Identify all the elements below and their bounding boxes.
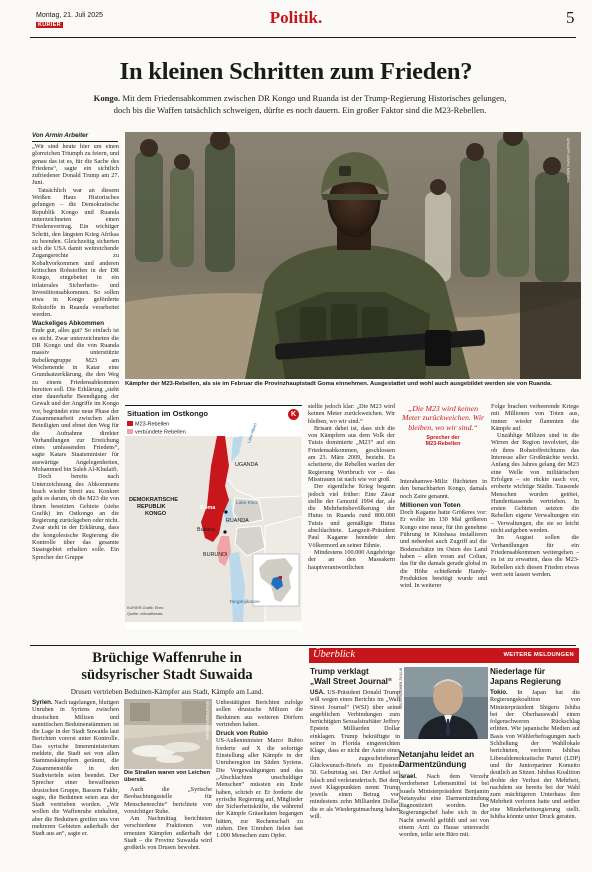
col1-paragraph: Doch bereits nach Unterzeichnung des Abkommens brach wieder Streit aus. Konkret geht es darum, ob die M23 die von ihnen besetzten Gebiete (siehe Grafik) im Ostkongo an die Regierung zurückgeben oder nicht. Zwar steht in der Erklärung, dass die kongolesische Regierung die Kontrolle über das gesamte Staatsgebiet erhalten solle. Ein Sprecher der Gruppe	[32, 473, 119, 561]
syria-col3-paragraph: US-Außenminister Marco Rubio forderte auf X die sofortige Einstellung aller Kämpfe in der Unruheregion im Süden Syriens. Die Vergewaltigungen und das „Abschlachten unschuldiger Menschen“ müssten ein Ende haben, schrieb er. Er forderte die syrische Regierung auf, Mitglieder der Sicherheitskräfte, die während der Kämpfe Gräueltaten begangen hätten, zur Rechenschaft zu ziehen. Den Unruhen fielen fast 1.000 Menschen zum Opfer.	[216, 737, 303, 840]
main-column-3	[308, 403, 395, 643]
brief-japan-place: Tokio.	[490, 689, 508, 696]
portrait-illustration	[404, 667, 488, 739]
map-label-drc-3: KONGO	[145, 511, 167, 517]
main-lead	[40, 93, 560, 116]
subheading-wackeliges-abkommen: Wackeliges Abkommen	[32, 320, 105, 328]
map-label-uganda: UGANDA	[235, 462, 259, 468]
section-divider	[30, 645, 576, 646]
pull-quote	[400, 404, 486, 460]
subheading-druck-von-rubio: Druck von Rubio	[216, 730, 269, 738]
legend-swatch-allied	[127, 429, 133, 434]
main-column-4	[400, 478, 487, 643]
syria-col2-paragraph: Am Nachmittag berichteten verschiedene Fraktionen von erneuten Kämpfen außerhalb der Stadt – die Provinz Suwaida wird großteils von Drusen bewohnt.	[124, 815, 212, 852]
kurier-k-icon: K	[288, 409, 299, 420]
map-label-lake-kivu: Lake Kivu	[236, 501, 258, 506]
ueberblick-label: Überblick	[313, 649, 355, 660]
main-photo-soldier	[125, 132, 581, 379]
col1-paragraph: Tatsächlich war an diesem Weißen Haus Historisches gelungen – die Demokratische Republik Kongo und Ruanda unterzeichneten einen Friedensvertrag. Ein wichtiger Schritt, den längsten Krieg Afrikas zu beenden. Gleichzeitig sicherten sich die USA damit weitreichende Zugangsrechte zu Kobaltvorkommen und anderen kritischen Rohstoffen in der DR Kongo, eingebettet in ein trilaterales Sicherheits- und Investitionsabkommen. So sollen etwa in Kongo geförderte Rohstoffe in Ruanda verarbeitet werden.	[32, 186, 119, 318]
col4-paragraph: Doch Kagame hatte Größeres vor: Er wollte im 130 Mal größeren Kongo eine neue, für ihn genehme Führung in Kinshasa installieren und nebenbei auch Zugriff auf die Bodenschätze im Osten des Land haben – allen voran auf Coltan, das für die damals gerade global in die Höhe schießende Handy-Produktion benötigt wurde und wird. In weiterer	[400, 509, 487, 590]
map-ostkongo	[125, 405, 302, 629]
syria-column-3	[216, 699, 303, 864]
brand-logo: KURIER	[38, 22, 61, 28]
map-label-lake-albert: Lake Albert	[246, 422, 258, 444]
brief-trump-text: USA. US-Präsident Donald Trump will wegen eines Berichts im „Wall Street Journal“ (WSJ) über seine angeblichen Verbindungen zum berüchtigten Sexualstraftäter Jeffrey Epstein Milliarden Dollar einklagen. Trump bekräftigte in seiner in Florida eingereichten Klage, dass er nicht der Autor eines ihm zugeschriebenen Glückwunsch-Briefs zu Epsteins 50. Geburtstag sei. Der Artikel sei falsch und verleumderisch. Bei dem zwei Klagepunkten nennt Trump jeweils einen Betrag von mindestens zehn Milliarden Dollar, die er als Wiedergutmachung haben will.	[310, 689, 400, 821]
brief-trump-headline: Trump verklagt „Wall Street Journal“	[310, 667, 393, 686]
syria-headline-line2: südsyrischer Stadt Suwaida	[81, 667, 253, 683]
legend-allied: verbündete Rebellen	[127, 429, 186, 436]
syria-col3-paragraph: Unbestätigten Berichten zufolge sollen drusische Milizen die Beduinen aus weiteren Dörfern vertrieben haben.	[216, 699, 303, 728]
col4-paragraph: Interahamwe-Miliz flüchteten in den benachbarten Kongo, damals noch Zaire genannt.	[400, 478, 487, 500]
syria-photo-credit: APA/AFP/BAKR ALKASEM	[205, 701, 209, 740]
col5-paragraph: Folge brachen verheerende Kriege mit Millionen von Toten aus, immer wieder flammten die Kämpfe auf.	[491, 403, 579, 432]
map-label-drc-2: REPUBLIK	[137, 504, 166, 510]
syria-headline-line1: Brüchige Waffenruhe in	[92, 650, 242, 666]
syria-column-1	[32, 699, 119, 864]
main-column-5	[491, 403, 579, 628]
main-column-1	[32, 143, 119, 710]
col3-paragraph: Mindestens 100.000 Angehörige der an den Massakern hauptverantwortlichen	[308, 548, 395, 571]
quote-attribution-1: Sprecher der	[426, 434, 460, 441]
legend-m23: M23-Rebellen	[127, 421, 169, 428]
map-label-goma: Goma	[200, 505, 216, 511]
map-source-1: KURIER-Grafik: Ebec	[127, 606, 164, 610]
main-headline: In kleinen Schritten zum Frieden?	[119, 58, 473, 85]
header-rule	[30, 37, 576, 38]
section-title: Politik.	[269, 8, 323, 27]
netanyahu-photo-credit: REUTERS/RONEN ZVULUN	[399, 668, 403, 710]
subheading-millionen-von-toten: Millionen von Toten	[400, 501, 461, 509]
syria-col1-paragraph: Syrien. Nach tagelangen, blutigen Unruhen in Syriens zwischen drusischen Milizen und sunnitischen Beduinenstämmen ist die Lage in der Stadt Suwaida laut Berichten vorerst unter Kontrolle. Das syrische Innenministerium meldete, die Stadt sei von allen Stammeskämpfern geräumt, die Zusammenstöße in den Stadtvierteln seien beendet. Der Sprecher einer bewaffneten drusischen Gruppe, Bassem Fakhr, sagte, die Beduinen seien aus der Stadt vertrieben worden. „Wir wollen die Waffenruhe einhalten, aber die Beduinen greifen uns von mehreren Gebieten außerhalb der Stadt aus an“, sagte er.	[32, 699, 119, 838]
ueberblick-more: WEITERE MELDUNGEN	[503, 652, 574, 658]
map-label-tanganjika: Tanganjikasee	[229, 600, 260, 605]
map-title: Situation im Ostkongo	[127, 409, 208, 418]
quote-attribution-2: M23-Rebellen	[425, 440, 461, 447]
ueberblick-bar	[309, 648, 579, 663]
map-label-burundi: BURUNDI	[203, 552, 228, 558]
col1-paragraph: „Wir sind heute hier um einen glorreichen Triumph zu feiern, und genau das ist es, für die Sache des Friedens“, sagte ein sichtlich zufriedener Donald Trump am 27. Juni.	[32, 143, 119, 187]
quote-text: „Die M23 wird keinen Meter zurückweichen. Wir bleiben, wo wir sind.“	[401, 404, 485, 432]
main-photo-caption: Kämpfer der M23-Rebellen, als sie im Februar die Provinzhauptstadt Goma einnehmen. Ausgestattet und wohl auch ausgebildet werden sie von Ruanda.	[125, 381, 552, 387]
map-label-bukavu: Bukavu	[197, 527, 215, 533]
map-label-ruanda: RUANDA	[226, 518, 249, 524]
lead-place: Kongo.	[93, 93, 121, 103]
syria-lead: Drusen vertrieben Beduinen-Kämpfer aus Stadt, Kämpfe am Land.	[70, 688, 264, 696]
soldier-photo-illustration	[125, 132, 581, 379]
lead-text-1: Mit dem Friedensabkommen zwischen DR Kongo und Ruanda ist der Trump-Regierung Historisches gelungen,	[122, 93, 507, 103]
col3-paragraph: Der eigentliche Krieg begann jedoch viel früher: Eine Zäsur stellte der Genozid 1994 dar, als die Mehrheitsbevölkerung der Hutus in Ruanda rund 800.000 Tutsis und gemäßigte Hutus abschlachtete. Langzeit-Präsident Paul Kagame beendete den Völkermord an seiner Ethnie.	[308, 483, 395, 549]
brief-netanyahu-headline: Netanjahu leidet an Darmentzündung	[399, 750, 475, 769]
issue-date: Montag, 21. Juli 2025	[36, 12, 103, 19]
col1-paragraph: Ende gut, alles gut? So einfach ist es nicht. Zwar unterzeichneten die DR Kongo und die von Ruanda massiv unterstützte Rebellengruppe M23 am Wochenende in Katar eine Grundsatzerklärung, die den Weg zu einem Friedensabkommen bereiten soll. Die Erklärung „sieht eine dauerhafte Beendigung der Gewalt und der Angriffe im Kongo vor, begründet eine neue Phase der Zusammenarbeit zwischen allen Beteiligten und ebnet den Weg für die Aufnahme direkter Verhandlungen zur Erreichung eines umfassenden Friedens“, sagte Katars Staatsminister für auswärtige Angelegenheiten, Mohammed bin Saleh Al-Khulaifi.	[32, 327, 119, 474]
netanyahu-photo	[404, 667, 488, 739]
brief-trump-place: USA.	[310, 689, 325, 696]
syria-photo-caption: Die Straßen waren von Leichen übersät.	[124, 770, 211, 783]
page-number: 5	[566, 8, 575, 27]
africa-inset	[253, 554, 299, 606]
col3-paragraph: Brisant dabei ist, dass sich die von Kämpfern aus dem Volk der Tutsis dominierte „M23“ auf ein Friedensabkommen, geschlossen am 23. März 2009, bezieht. Es scheiterte, die Rebellen warfen der Regierung Wortbruch vor – das Misstrauen ist nach wie vor groß.	[308, 424, 395, 483]
brief-japan-headline: Niederlage für Japans Regierung	[490, 667, 561, 686]
brief-netanyahu-place: Israel.	[399, 773, 417, 780]
legend-swatch-m23	[127, 421, 133, 426]
syria-photo-street	[124, 699, 212, 769]
syria-headline	[32, 650, 302, 684]
syria-place: Syrien.	[32, 699, 53, 706]
col3-paragraph: stellte jedoch klar: „Die M23 wird keinen Meter zurückweichen. Wir bleiben, wo wir sind.“	[308, 403, 395, 425]
street-photo-illustration	[124, 699, 212, 769]
map-source-2: Quelle: criticalthreats	[127, 612, 163, 616]
col5-paragraph: Unzählige Milizen sind in die Wirren der Region involviert, die ob ihres Rohstoffreichtums das Interesse aller Großmächte weckt. Anfang des Jahres gelang der M23 eine Welle von militärischen Erfolgen – sie rückte rasch vor, eroberte wichtige Städte. Tausende Menschen wurden getötet, Hunderttausende vertrieben. In ersten Gebieten setzten die Rebellen eigene Verwaltungen ein – Verwaltungen, die sie so leicht nicht aufgeben werden.	[491, 432, 579, 535]
col5-paragraph: Im August sollen die Verhandlungen für ein Friedensabkommen weitergehen – es ist zu erwarten, dass die M23-Rebellen sich diesen Frieden etwas wert sein lassen werden.	[491, 534, 579, 578]
brief-japan-text: Tokio. In Japan hat die Regierungskoalition von Ministerpräsident Shigeru Ishiba bei der Oberhauswahl einen folgenschweren Rückschlag erlitten. Wie japanische Medien auf Basis von Wählerbefragungen nach Schließung der Wahllokale berichteten, verloren Ishibas Liberaldemokratische Partei (LDP) und ihr Juniorpartner Komeito deutlich an Sitzen. Ishibas Koalition drohte der Verlust der Mehrheit, nachdem sie bereits bei der Wahl zum mächtigeren Unterhaus ihre Mehrheit verloren hatte und seither eine Minderheitsregierung stellt. Ishiba könnte unter Druck geraten.	[490, 689, 580, 821]
syria-col2-paragraph: Auch die „Syrische Beobachtungsstelle für Menschenrechte“ berichtete von vorsichtiger Ruhe.	[124, 786, 212, 815]
brief-netanyahu-text: Israel. Nach dem Verzehr verdorbener Lebensmittel ist bei Israels Ministerpräsident Benjamin Netanyahu eine Darmentzündung diagnostiziert worden. Der Regierungschef habe sich in der Nacht unwohl gefühlt und sei von einem Arzt zu Hause untersucht worden, teilte sein Büro mit.	[399, 773, 489, 839]
main-photo-credit: APA/AFP/JOSPIN MWISHA	[566, 138, 570, 183]
byline: Von Armin Arbeiter	[32, 132, 89, 139]
byline-rule	[32, 141, 118, 142]
lead-text-2: doch bis die Waffen tatsächlich schweigen, dürfte es noch dauern. Ein großer Faktor sind die M23-Rebellen.	[113, 104, 487, 115]
map-label-drc-1: DEMOKRATISCHE	[129, 497, 178, 503]
syria-column-2	[124, 786, 212, 864]
